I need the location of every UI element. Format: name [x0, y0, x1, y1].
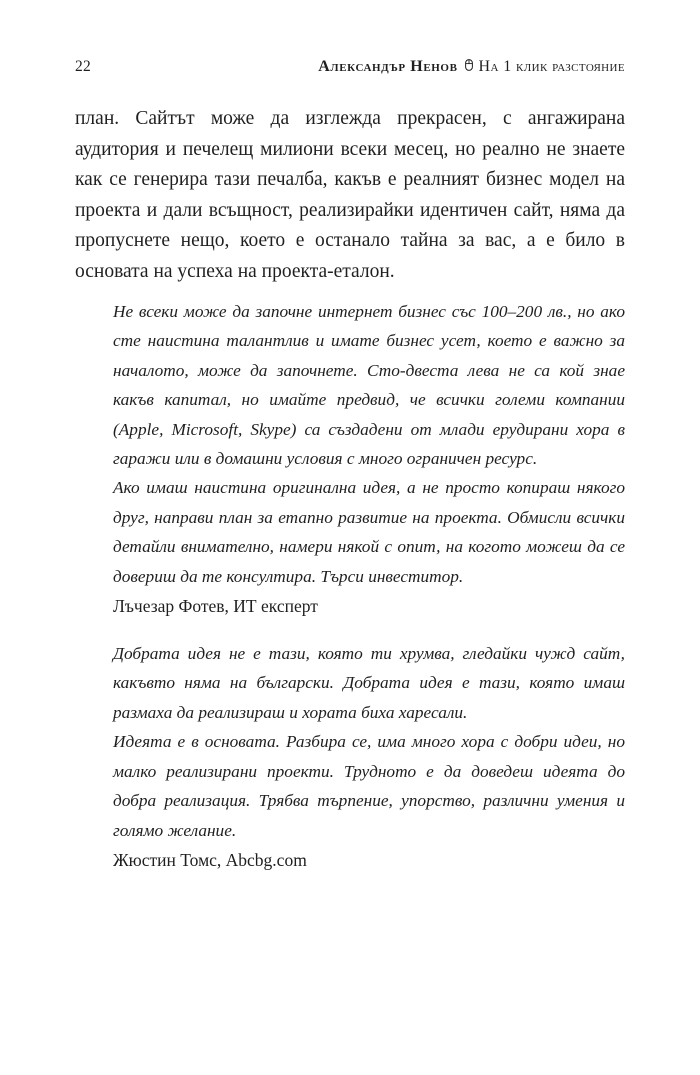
quote-paragraph: Не всеки може да започне интернет бизнес със 100–200 лв., но ако сте наистина талантлив и имате бизнес усет, което е важно за началото, може да започнете. Сто-двеста лева не са кой знае какъв капитал, но имайте предвид, че всички големи компании (Apple, Microsoft, Skype) са създадени от млади ерудирани хора в гаражи или в домашни условия с много ограничен ресурс. — [113, 302, 625, 469]
mouse-icon — [465, 58, 473, 70]
author-name: Александър Ненов — [318, 58, 458, 75]
book-title: На 1 клик разстояние — [478, 58, 625, 75]
page-number: 22 — [75, 58, 92, 75]
quote-paragraph: Ако имаш наистина оригинална идея, а не просто копираш някого друг, направи план за етапно развитие на проекта. Обмисли всички детайли внимателно, намери някой с опит, на когото можеш да се довериш да те консултира. Търси инвеститор. — [113, 478, 625, 586]
quote-paragraph: Добрата идея не е тази, която ти хрумва, гледайки чужд сайт, какъвто няма на български. Добрата идея е тази, която имаш размаха да реализираш и хората биха харесали. — [113, 644, 625, 722]
body-paragraph: план. Сайтът може да изглежда прекрасен, с ангажирана аудитория и печелещ милиони всеки месец, но реално не знаете как се генерира тази печалба, какъв е реалният бизнес модел на проекта и дали всъщност, реализирайки идентичен сайт, няма да пропуснете нещо, което е останало тайна за вас, а е било в основата на успеха на проекта-еталон. — [75, 108, 625, 282]
running-head — [318, 58, 625, 76]
quote-attribution: Лъчезар Фотев, ИТ експерт — [113, 596, 318, 617]
quote-attribution: Жюстин Томс, Abcbg.com — [113, 849, 307, 870]
page-header — [75, 58, 625, 90]
quote-block — [75, 297, 625, 621]
book-page — [75, 58, 625, 875]
quote-block — [75, 639, 625, 875]
quote-paragraph: Идеята е в основата. Разбира се, има много хора с добри идеи, но малко реализирани проекти. Трудното е да доведеш идеята до добра реализация. Трябва търпение, упорство, различни умения и голямо желание. — [113, 732, 625, 840]
